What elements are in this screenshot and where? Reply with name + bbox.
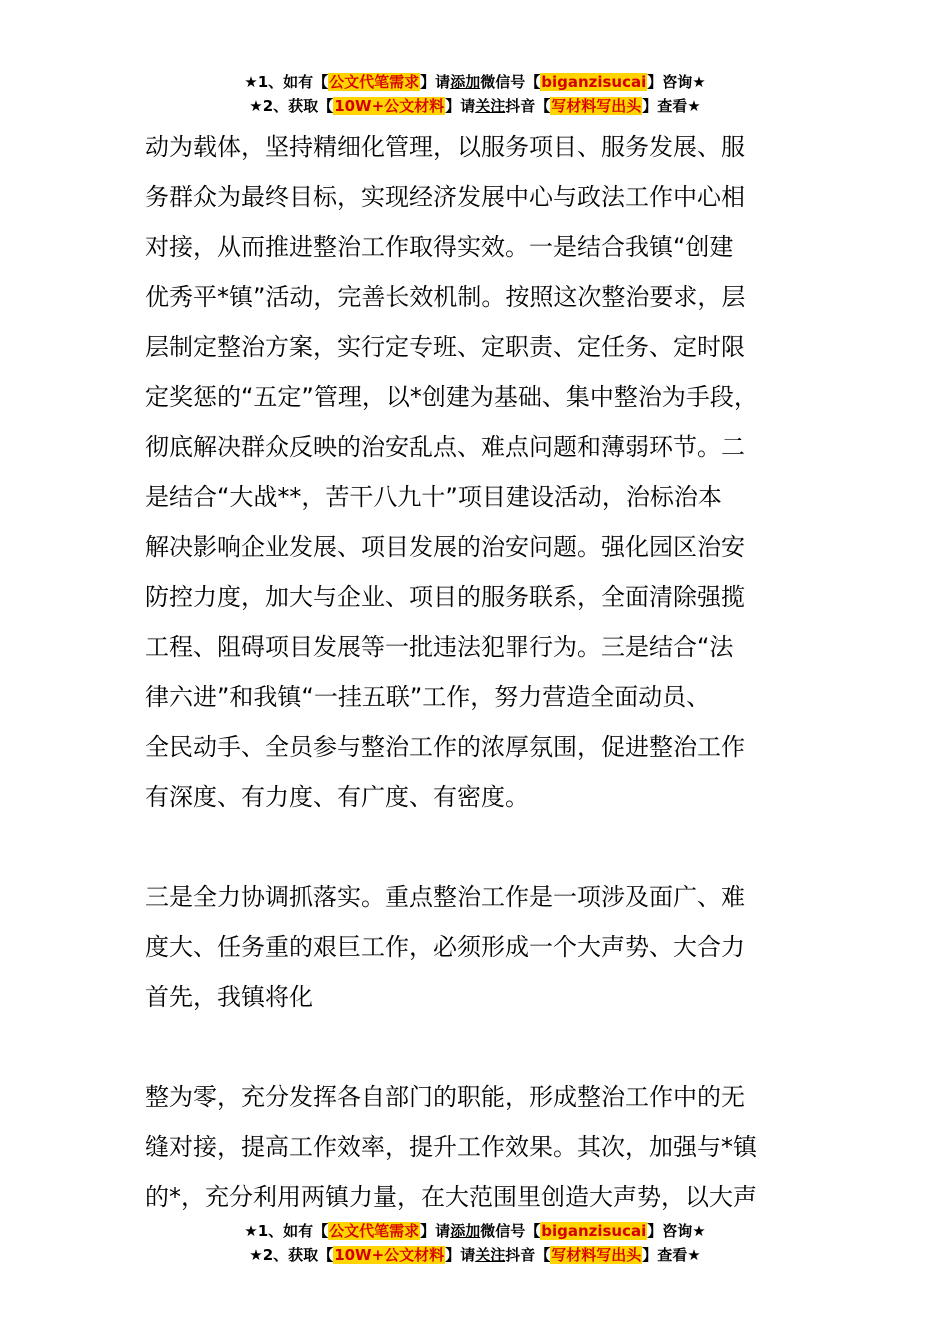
- body-line: 度大、任务重的艰巨工作，必须形成一个大声势、大合力: [145, 933, 745, 961]
- body-line: 对接，从而推进整治工作取得实效。一是结合我镇“创建: [145, 233, 734, 261]
- body-line: 的*，充分利用两镇力量，在大范围里创造大声势，以大声: [145, 1183, 757, 1211]
- banner-underline: 添加: [450, 1222, 481, 1240]
- banner-wechat-id: biganzisucai: [541, 1222, 647, 1240]
- banner-text: 】咨询★: [647, 1222, 706, 1240]
- banner-line-1: [0, 1219, 950, 1243]
- banner-text: ★2、获取【: [249, 1246, 334, 1264]
- banner-douyin-id: 写材料写出头: [551, 97, 642, 115]
- body-line: 优秀平*镇”活动，完善长效机制。按照这次整治要求，层: [145, 283, 746, 311]
- body-line: 工程、阻碍项目发展等一批违法犯罪行为。三是结合“法: [145, 633, 734, 661]
- banner-text: 抖音【: [505, 97, 551, 115]
- banner-line-2: [0, 1243, 950, 1267]
- banner-text: ★1、如有【: [244, 73, 329, 91]
- banner-underline: 关注: [475, 97, 506, 115]
- body-line: 全民动手、全员参与整治工作的浓厚氛围，促进整治工作: [145, 733, 745, 761]
- banner-highlight: 10W+公文材料: [334, 97, 445, 115]
- body-line: 缝对接，提高工作效率，提升工作效果。其次，加强与*镇: [145, 1133, 757, 1161]
- body-line: 彻底解决群众反映的治安乱点、难点问题和薄弱环节。二: [145, 433, 745, 461]
- body-line: 定奖惩的“五定”管理，以*创建为基础、集中整治为手段，: [145, 383, 758, 411]
- paragraph-gap: [145, 822, 825, 872]
- banner-text: 】查看★: [642, 1246, 701, 1264]
- bottom-banner: [0, 1219, 950, 1267]
- body-line: 是结合“大战**，苦干八九十”项目建设活动，治标治本: [145, 483, 722, 511]
- paragraph-gap: [145, 1022, 825, 1072]
- document-body: [145, 122, 825, 1222]
- banner-highlight: 10W+公文材料: [334, 1246, 445, 1264]
- banner-text: ★2、获取【: [249, 97, 334, 115]
- body-line: 首先，我镇将化: [145, 983, 313, 1011]
- banner-text: 】请: [445, 1246, 476, 1264]
- banner-douyin-id: 写材料写出头: [551, 1246, 642, 1264]
- banner-text: 微信号【: [480, 1222, 541, 1240]
- body-line: 动为载体，坚持精细化管理，以服务项目、服务发展、服: [145, 133, 745, 161]
- banner-underline: 添加: [450, 73, 481, 91]
- banner-line-1: [0, 70, 950, 94]
- top-banner: [0, 70, 950, 118]
- banner-text: 抖音【: [505, 1246, 551, 1264]
- banner-text: 】咨询★: [647, 73, 706, 91]
- banner-underline: 关注: [475, 1246, 506, 1264]
- body-line: 有深度、有力度、有广度、有密度。: [145, 783, 529, 811]
- body-line: 防控力度，加大与企业、项目的服务联系，全面清除强揽: [145, 583, 745, 611]
- banner-highlight: 公文代笔需求: [329, 73, 420, 91]
- banner-text: ★1、如有【: [244, 1222, 329, 1240]
- body-line: 律六进”和我镇“一挂五联”工作，努力营造全面动员、: [145, 683, 711, 711]
- body-line: 三是全力协调抓落实。重点整治工作是一项涉及面广、难: [145, 883, 745, 911]
- banner-text: 微信号【: [480, 73, 541, 91]
- body-line: 解决影响企业发展、项目发展的治安问题。强化园区治安: [145, 533, 745, 561]
- banner-line-2: [0, 94, 950, 118]
- banner-wechat-id: biganzisucai: [541, 73, 647, 91]
- banner-text: 】请: [420, 73, 451, 91]
- body-line: 整为零，充分发挥各自部门的职能，形成整治工作中的无: [145, 1083, 745, 1111]
- body-line: 务群众为最终目标，实现经济发展中心与政法工作中心相: [145, 183, 745, 211]
- banner-text: 】请: [445, 97, 476, 115]
- banner-text: 】请: [420, 1222, 451, 1240]
- banner-highlight: 公文代笔需求: [329, 1222, 420, 1240]
- body-line: 层制定整治方案，实行定专班、定职责、定任务、定时限: [145, 333, 745, 361]
- banner-text: 】查看★: [642, 97, 701, 115]
